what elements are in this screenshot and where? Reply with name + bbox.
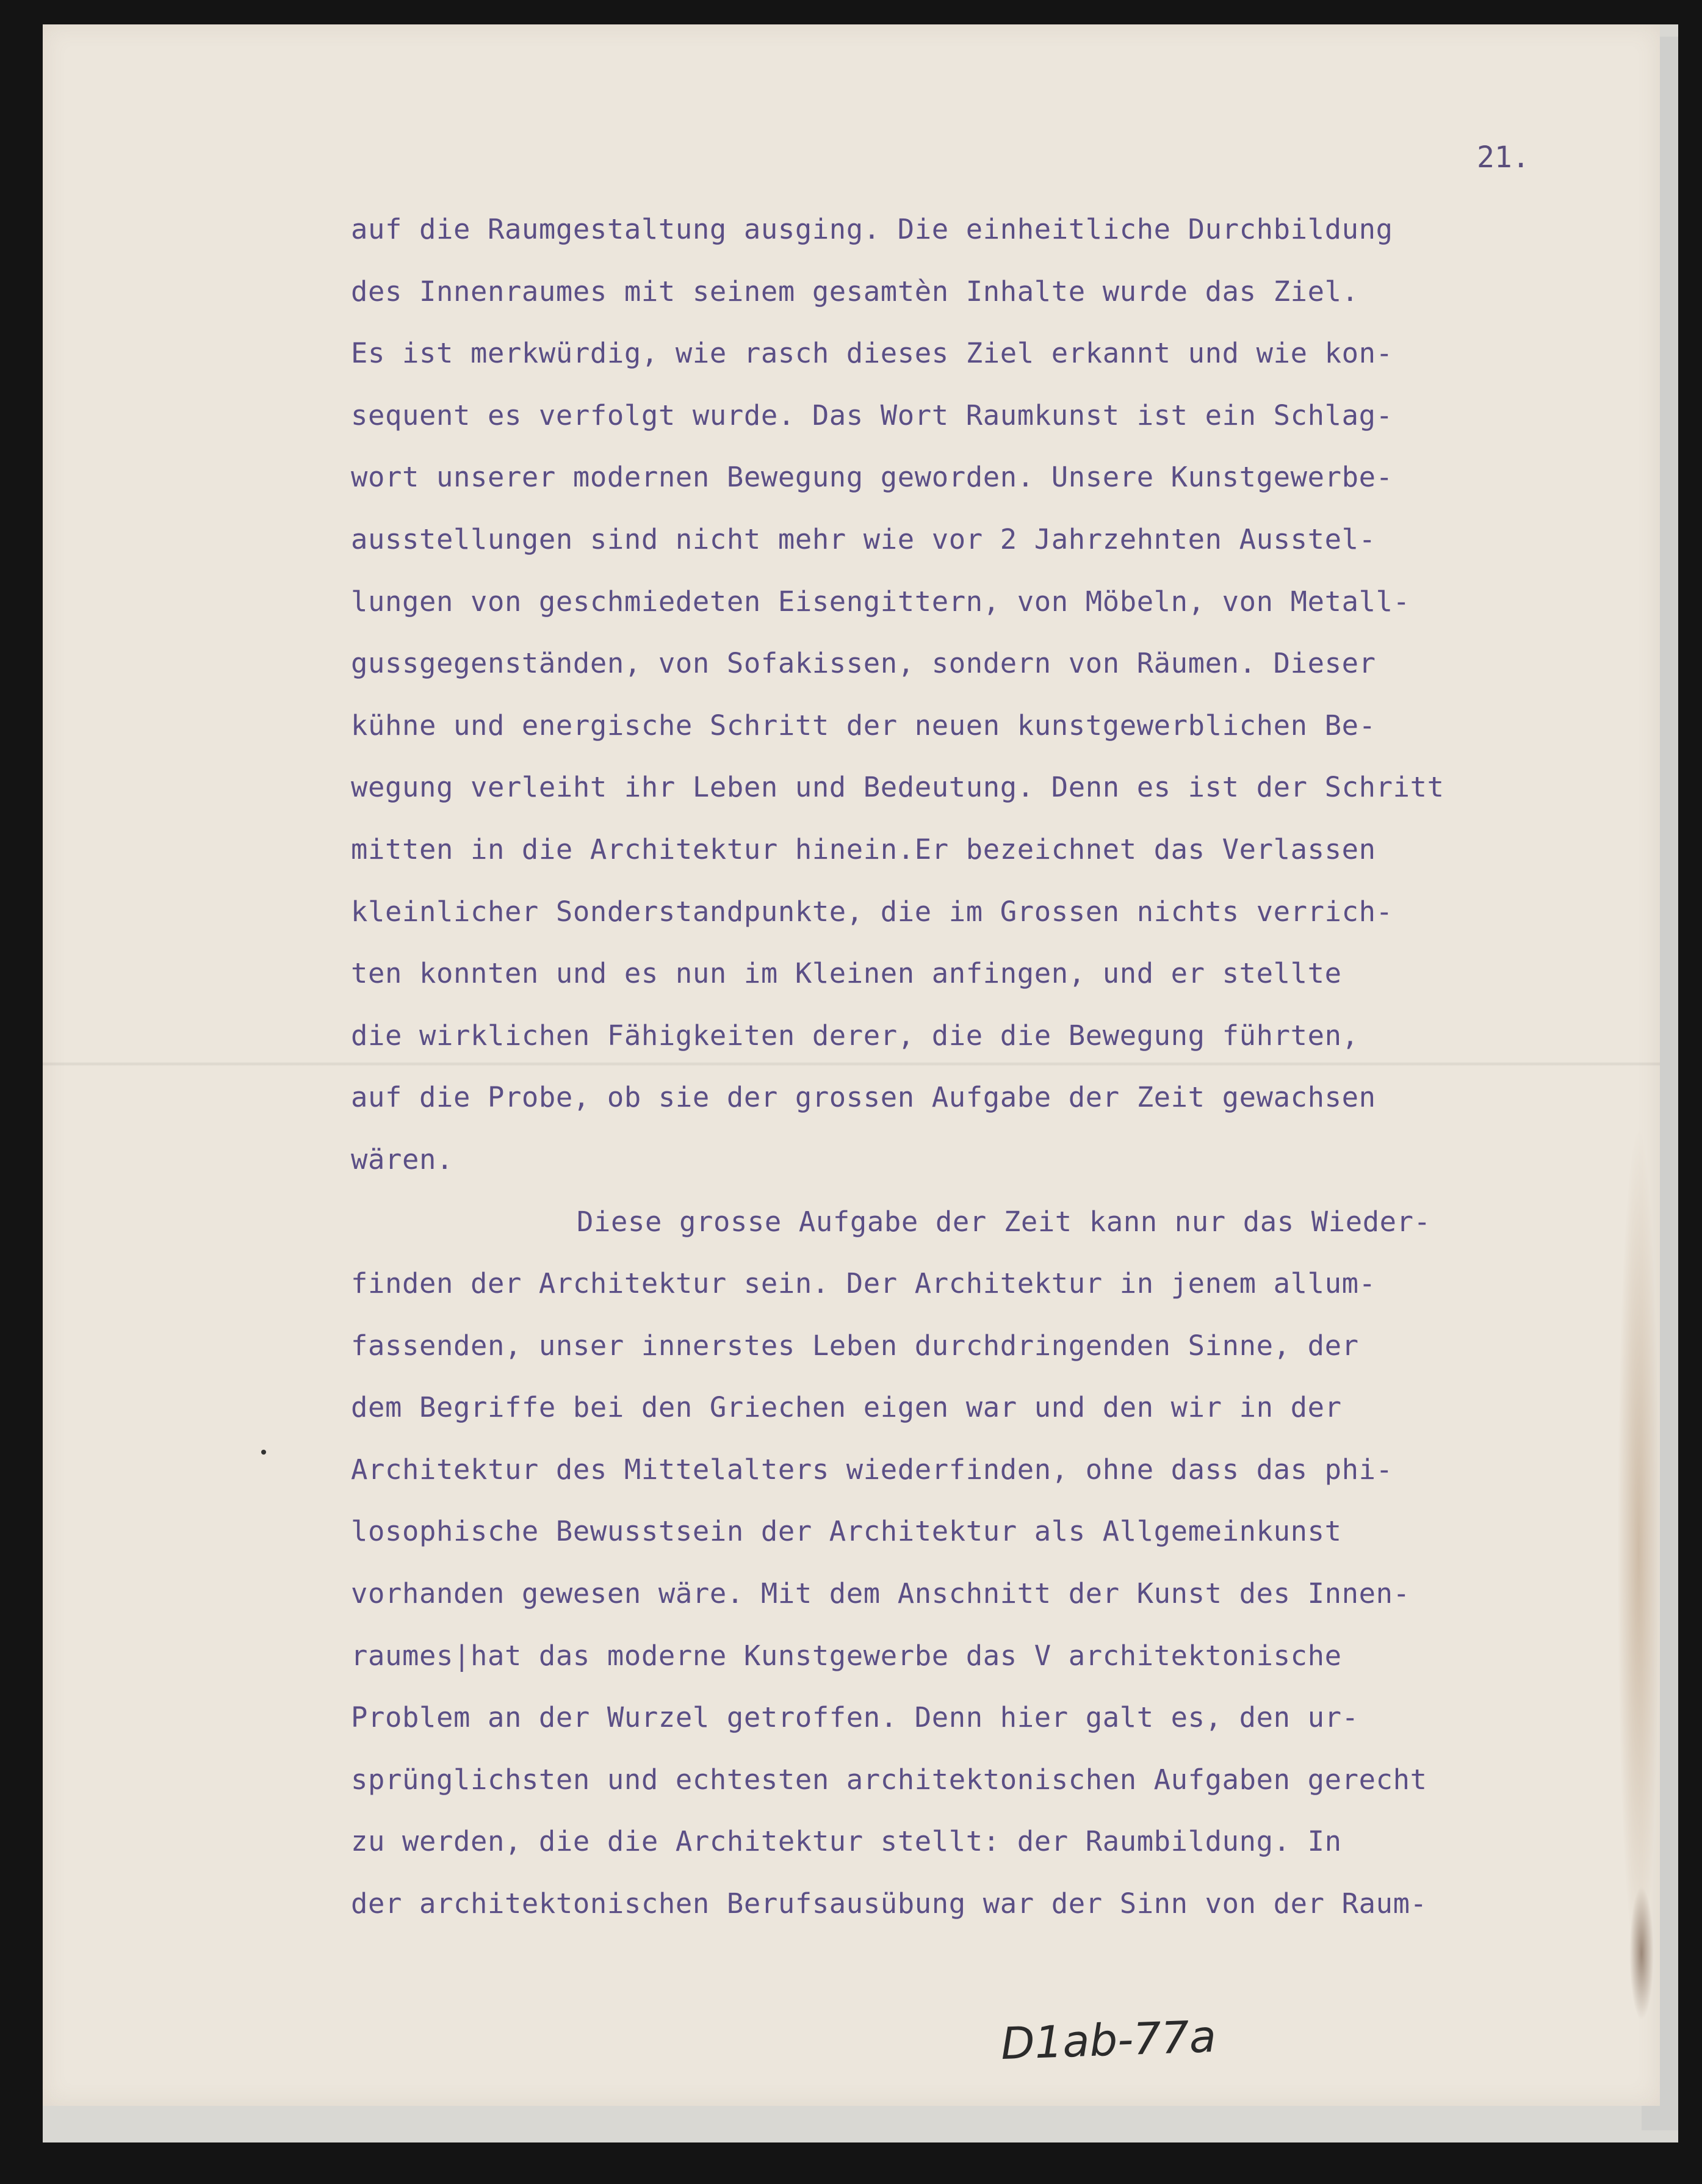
text-line: kleinlicher Sonderstandpunkte, die im Grossen nichts verrich- [351,895,1393,928]
text-line: lungen von geschmiedeten Eisengittern, von Möbeln, von Metall- [351,585,1410,618]
text-line: der architektonischen Berufsausübung war der Sinn von der Raum- [351,1887,1427,1920]
text-line: ausstellungen sind nicht mehr wie vor 2 Jahrzehnten Ausstel- [351,522,1376,555]
page-number: 21. [1477,140,1530,175]
text-line: ten konnten und es nun im Kleinen anfingen, und er stellte [351,957,1342,990]
text-line: fassenden, unser innerstes Leben durchdringenden Sinne, der [351,1329,1359,1362]
text-line: sequent es verfolgt wurde. Das Wort Raumkunst ist ein Schlag- [351,399,1393,432]
text-line: Architektur des Mittelalters wiederfinden, ohne dass das phi- [351,1453,1393,1486]
archive-signature: D1ab-77a [1000,2010,1217,2070]
text-line: wären. [351,1143,453,1176]
text-line: gussgegenständen, von Sofakissen, sondern von Räumen. Dieser [351,647,1376,680]
text-line: Problem an der Wurzel getroffen. Denn hier galt es, den ur- [351,1701,1359,1734]
text-line: wegung verleiht ihr Leben und Bedeutung. Denn es ist der Schritt [351,771,1444,804]
text-line: kühne und energische Schritt der neuen kunstgewerblichen Be- [351,709,1376,742]
text-line: mitten in die Architektur hinein.Er bezeichnet das Verlassen [351,833,1376,866]
ink-dot [261,1450,266,1455]
text-line: sprünglichsten und echtesten architektonischen Aufgaben gerecht [351,1763,1427,1796]
text-line: auf die Raumgestaltung ausging. Die einheitliche Durchbildung [351,213,1393,245]
text-line: finden der Architektur sein. Der Architektur in jenem allum- [351,1267,1376,1300]
text-line: Es ist merkwürdig, wie rasch dieses Ziel erkannt und wie kon- [351,337,1393,370]
text-line: die wirklichen Fähigkeiten derer, die die Bewegung führten, [351,1019,1359,1052]
text-line: auf die Probe, ob sie der grossen Aufgabe der Zeit gewachsen [351,1081,1376,1114]
text-line: raumes|hat das moderne Kunstgewerbe das V architektonische [351,1639,1342,1672]
text-line: wort unserer modernen Bewegung geworden. Unsere Kunstgewerbe- [351,461,1393,494]
typewritten-text [351,198,1639,1935]
text-line: losophische Bewusstsein der Architektur als Allgemeinkunst [351,1515,1342,1548]
text-line: Diese grosse Aufgabe der Zeit kann nur das Wieder- [577,1205,1431,1238]
text-line: zu werden, die die Architektur stellt: der Raumbildung. In [351,1825,1342,1858]
text-line: dem Begriffe bei den Griechen eigen war und den wir in der [351,1391,1342,1424]
text-line: vorhanden gewesen wäre. Mit dem Anschnitt der Kunst des Innen- [351,1577,1410,1610]
text-line: des Innenraumes mit seinem gesamtèn Inhalte wurde das Ziel. [351,275,1359,308]
